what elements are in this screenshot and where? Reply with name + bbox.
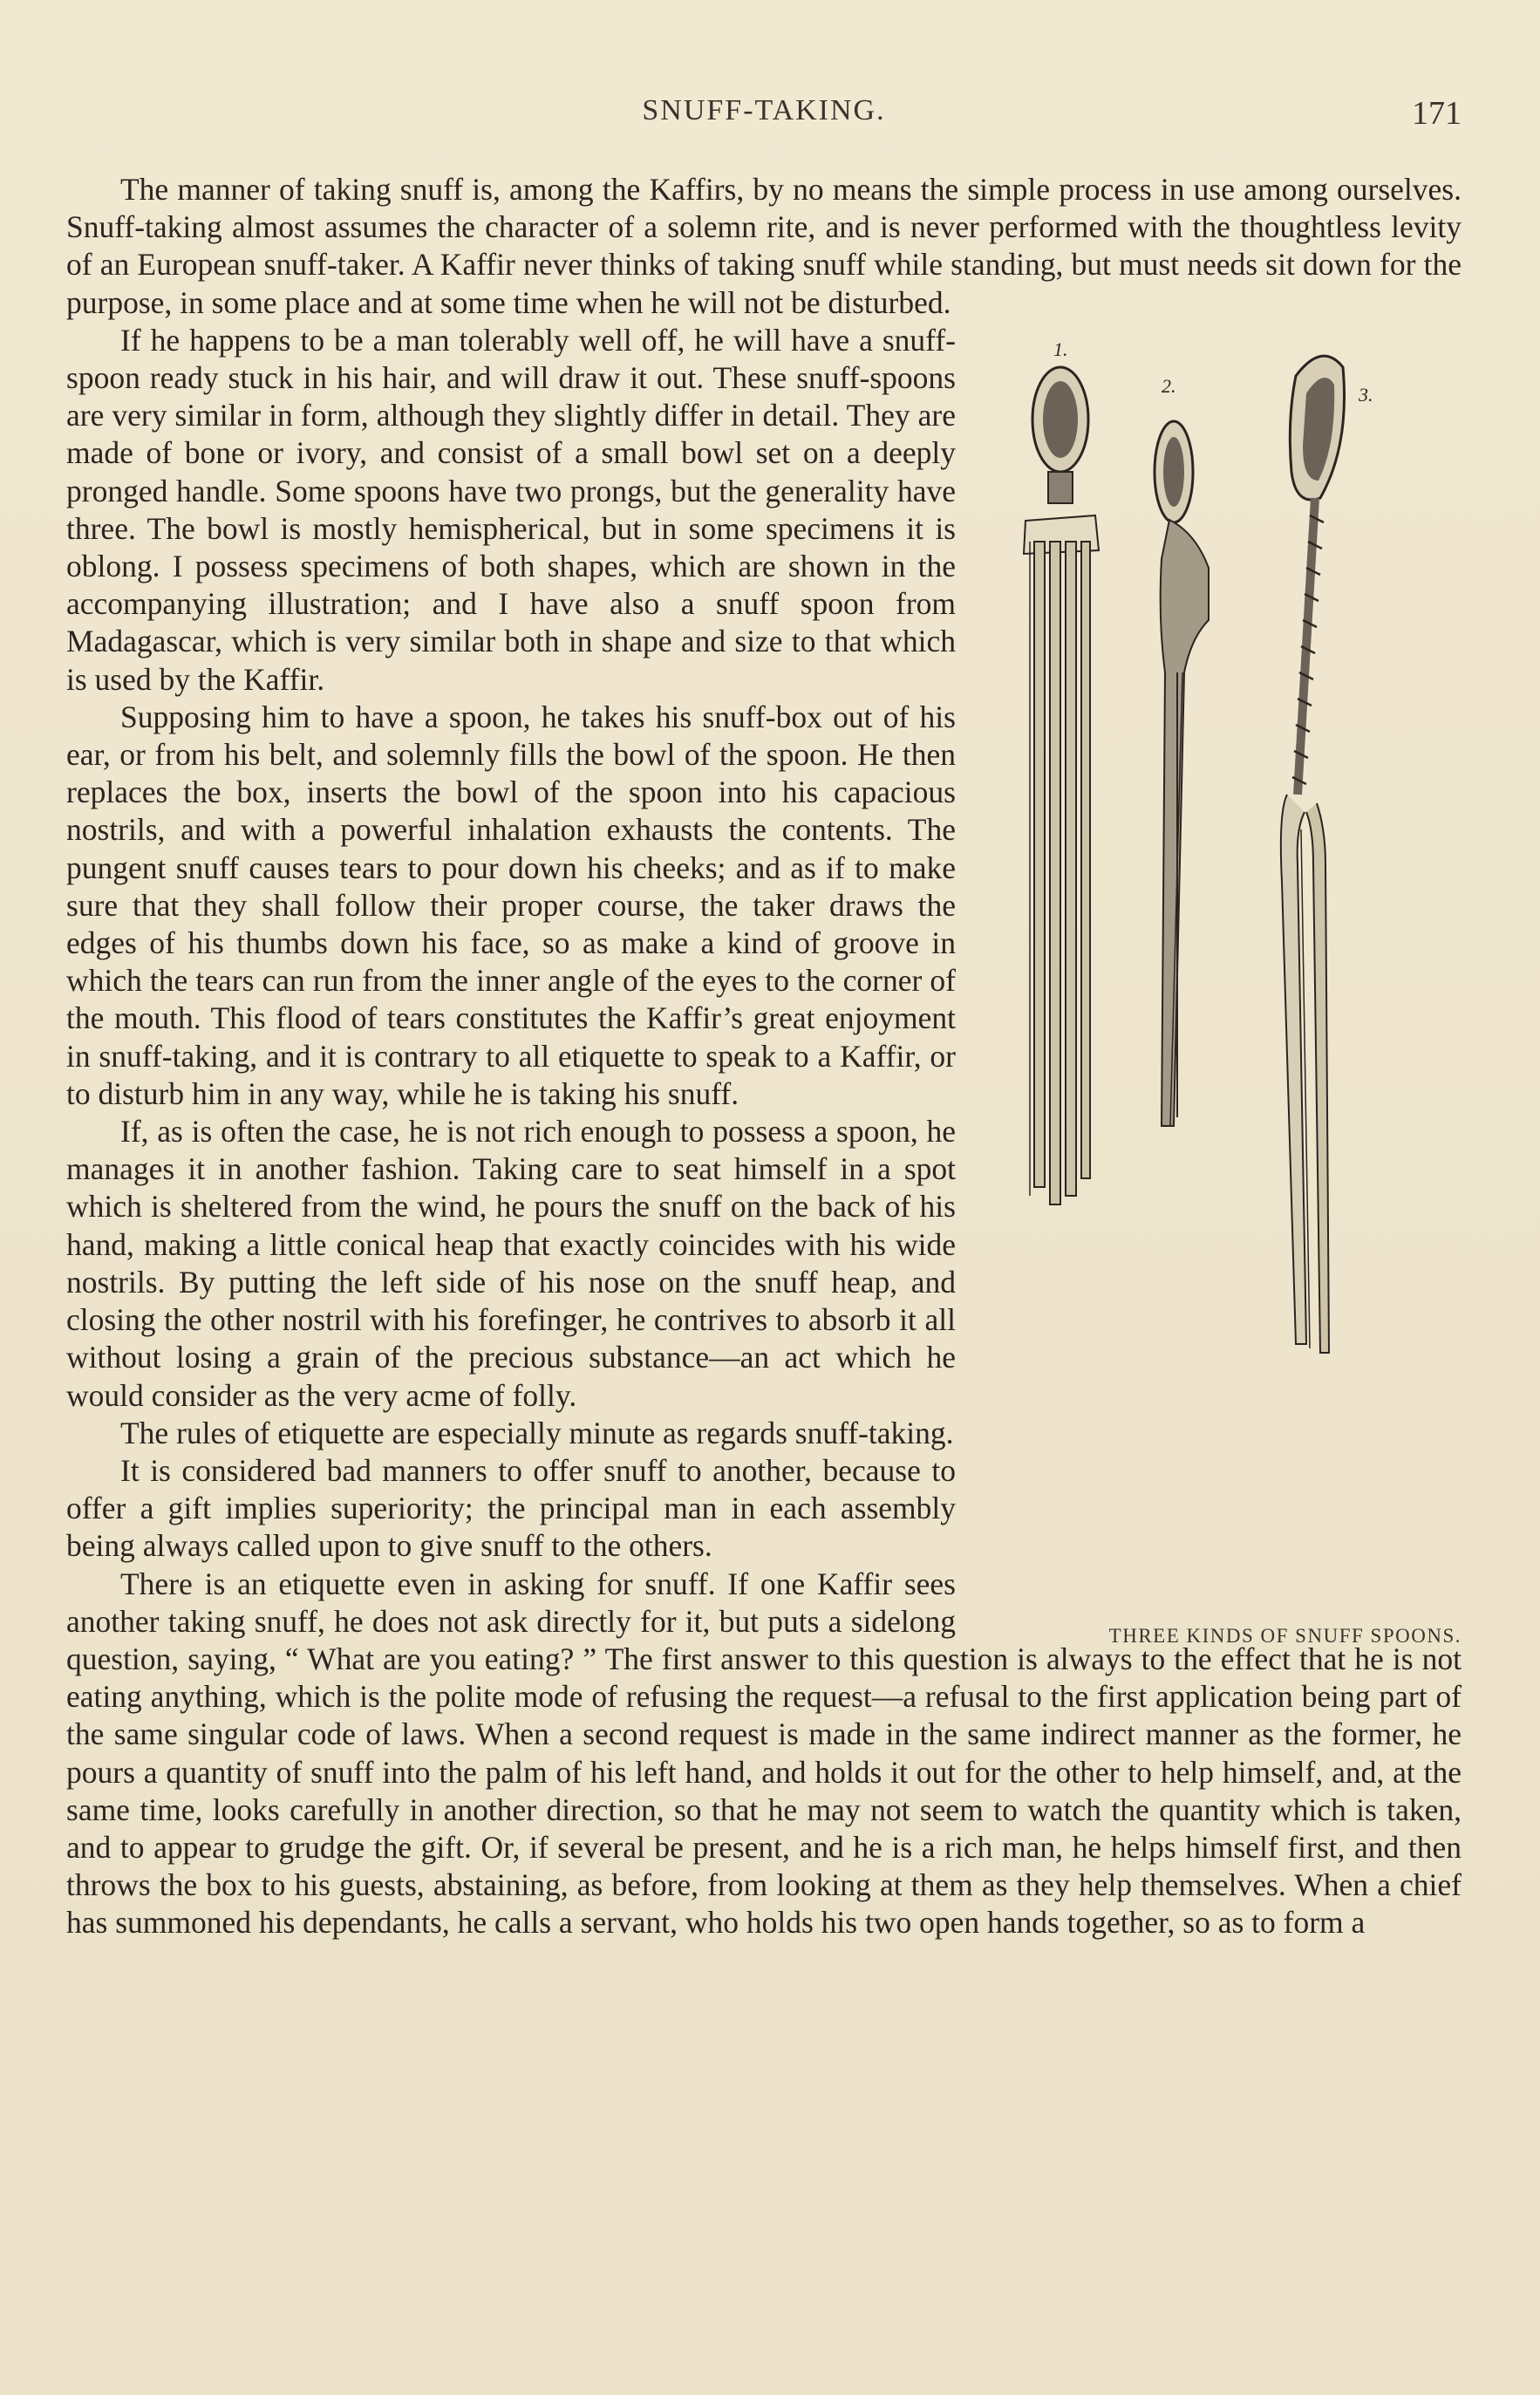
snuff-spoons-figure	[991, 322, 1462, 1647]
paragraph-6: It is considered bad manners to offer snuff to another, because to offer a gift implies superiority; the principal man in each assembly being always called upon to give snuff to the others.	[66, 1452, 956, 1564]
figure-label-3: 3.	[1359, 383, 1373, 406]
paragraph-2: If he happens to be a man tolerably well off, he will have a snuff-spoon ready stuck in his hair, and will draw it out. These snuff-spoons are very similar in form, although they slightly differ in detail. They are made of bone or ivory, and consist of a small bowl set on a deeply pronged handle. Some spoons have two prongs, but the generality have three. The bowl is mostly hemispherical, but in some specimens it is oblong. I possess specimens of both shapes, which are shown in the accompanying illustration; and I have also a snuff spoon from Madagascar, which is very similar both in shape and size to that which is used by the Kaffir.	[66, 322, 956, 697]
paragraph-4: If, as is often the case, he is not rich enough to possess a spoon, he manages it in another fashion. Taking care to seat himself in a spot which is sheltered from the wind, he pours the snuff on the back of his hand, making a little conical heap that exactly coincides with his wide nostrils. By putting the left side of his nose on the snuff heap, and closing the other nostril with his forefinger, he contrives to absorb it all without losing a grain of the precious substance—an act which he would consider as the very acme of folly.	[66, 1114, 956, 1413]
body-text	[66, 171, 1462, 1942]
paragraph-3: Supposing him to have a spoon, he takes his snuff-box out of his ear, or from his belt, and solemnly fills the bowl of the spoon. He then replaces the box, inserts the bowl of the spoon into his capacious nostrils, and with a powerful inhalation exhausts the contents. The pungent snuff causes tears to pour down his cheeks; and as if to make sure that they shall follow their proper course, the taker draws the edges of his thumbs down his face, so as make a kind of groove in which the tears can run from the inner angle of the eyes to the corner of the mouth. This flood of tears constitutes the Kaffir’s great enjoyment in snuff-taking, and it is contrary to all etiquette to speak to a Kaffir, or to disturb him in any way, while he is taking his snuff.	[66, 699, 956, 1111]
spoon-1-drawing	[1024, 367, 1099, 1204]
spoon-2-drawing	[1155, 421, 1209, 1126]
paragraph-5: The rules of etiquette are especially minute as regards snuff-taking.	[120, 1415, 954, 1450]
figure-caption: THREE KINDS OF SNUFF SPOONS.	[1108, 1624, 1462, 1647]
running-title: SNUFF-TAKING.	[642, 94, 886, 126]
figure-label-2: 2.	[1162, 374, 1176, 397]
spoon-3-drawing	[1281, 356, 1345, 1353]
paragraph-7: There is an etiquette even in asking for snuff. If one Kaffir sees another taking snuff, he does not ask directly for it, but puts a sidelong question, saying, “ What are you eating? ” The first answer to this question is always to the effect that he is not eating anything, which is the polite mode of refusing the request—a refusal to the first application being part of the same singular code of laws. When a second request is made in the same indirect manner as the former, he pours a quantity of snuff into the palm of his left hand, and holds it out for the other to help himself, and, at the same time, looks carefully in another direction, so that he may not seem to watch the quantity which is taken, and to appear to grudge the gift. Or, if several be present, and he is a rich man, he helps himself first, and then throws the box to his guests, abstaining, as before, from looking at them as they help themselves. When a chief has summoned his dependants, he calls a servant, who holds his two open hands together, so as to form a	[66, 1566, 1462, 1941]
page-number: 171	[1412, 95, 1462, 132]
figure-label-1: 1.	[1053, 338, 1068, 360]
running-head	[66, 94, 1462, 138]
paragraph-1: The manner of taking snuff is, among the Kaffirs, by no means the simple process in use among ourselves. Snuff-taking almost assumes the character of a solemn rite, and is never performed with the thoughtless levity of an European snuff-taker. A Kaffir never thinks of taking snuff while standing, but must needs sit down for the purpose, in some place and at some time when he will not be disturbed.	[66, 172, 1462, 320]
snuff-spoons-illustration	[991, 341, 1462, 1614]
